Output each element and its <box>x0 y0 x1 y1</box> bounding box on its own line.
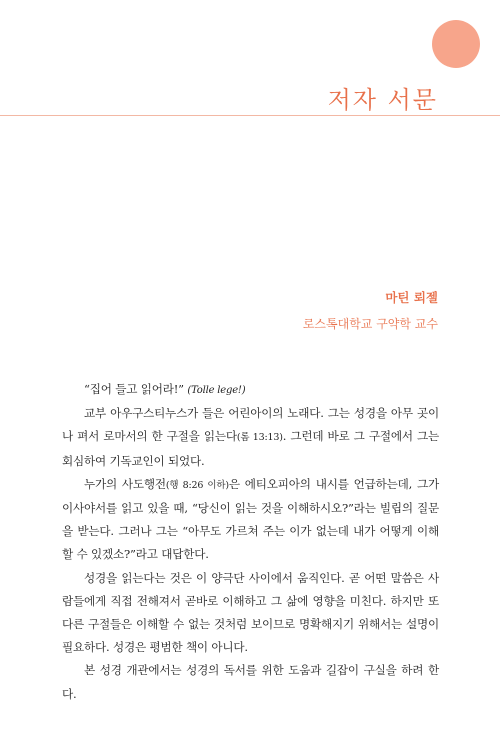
author-block <box>303 289 438 333</box>
author-name: 마틴 뢰젤 <box>385 290 438 305</box>
latin-quote: (Tolle lege!) <box>187 385 246 396</box>
decorative-circle <box>432 20 480 68</box>
preface-body <box>62 378 439 706</box>
opening-quote: “집어 들고 읽어라!” <box>84 382 184 396</box>
bible-reference: (행 8:26 이하) <box>165 479 229 491</box>
paragraph-4: 성경을 읽는다는 것은 이 양극단 사이에서 움직인다. 곧 어떤 말씀은 사람들에게 직접 전해져서 곧바로 이해하고 그 삶에 영향을 미친다. 하지만 또 다른 구절들은 이해할 수 없는 것처럼 보이므로 명확해지기 위해서는 설명이 필요하다. 성경은 평범한 책이 아니다. <box>62 570 439 655</box>
paragraph-5: 본 성경 개관에서는 성경의 독서를 위한 도움과 길잡이 구실을 하려 한다. <box>62 663 439 701</box>
paragraph-3 <box>62 473 439 567</box>
paragraph-3-text-b: 은 에티오피아의 내시를 언급하는데, 그가 이사야서를 읽고 있을 때, “당신이 읽는 것을 이해하시오?”라는 빌립의 질문을 받는다. 그러나 그는 “아무도 가르쳐 주는 이가 없는데 내가 어떻게 이해할 수 있겠소?”라고 대답한다. <box>62 476 440 562</box>
paragraph-1 <box>62 378 439 402</box>
bible-reference: (롬 13:13) <box>236 432 283 444</box>
author-affiliation: 로스톡대학교 구약학 교수 <box>302 317 438 331</box>
paragraph-2-text-a: 교부 아우구스티누스가 들은 어린아이의 노래다. 그는 성경을 아무 곳이나 펴서 로마서의 한 구절을 읽는다 <box>62 406 439 444</box>
paragraph-3-text-a: 누가의 사도행전 <box>84 476 166 491</box>
paragraph-2-text-b: . 그런데 바로 그 구절에서 그는 회심하여 기독교인이 되었다. <box>62 429 440 468</box>
paragraph-2 <box>62 402 439 473</box>
title-divider <box>0 115 500 116</box>
page-title: 저자 서문 <box>327 86 438 114</box>
